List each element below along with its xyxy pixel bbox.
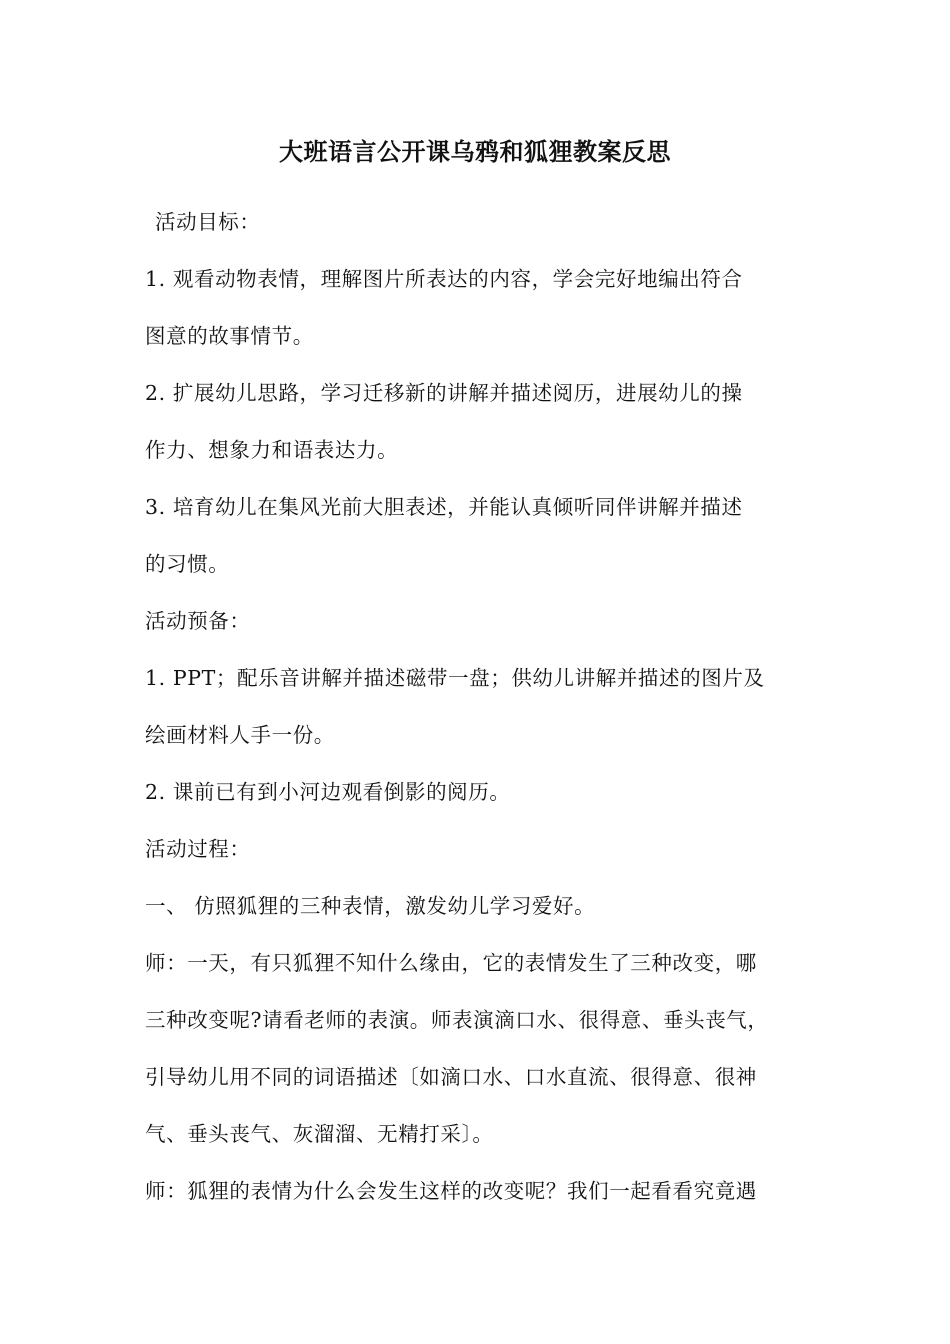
text-line: 2. 课前已有到小河边观看倒影的阅历。 <box>145 780 511 804</box>
section-heading-preparation: 活动预备： <box>145 609 251 633</box>
text-line: 师：一天，有只狐狸不知什么缘由，它的表情发生了三种改变，哪 <box>145 951 757 975</box>
text-line: 图意的故事情节。 <box>145 324 314 348</box>
text-line: 师：狐狸的表情为什么会发生这样的改变呢？我们一起看看究竟遇 <box>145 1179 757 1203</box>
text-line: 的习惯。 <box>145 552 230 576</box>
text-line: 1. 观看动物表情，理解图片所表达的内容，学会完好地编出符合 <box>145 267 743 291</box>
text-line: 绘画材料人手一份。 <box>145 723 335 747</box>
document-title: 大班语言公开课乌鸦和狐狸教案反思 <box>279 137 671 166</box>
text-line: 引导幼儿用不同的词语描述〔如滴口水、口水直流、很得意、很神 <box>145 1065 757 1089</box>
text-line: 作力、想象力和语表达力。 <box>145 438 399 462</box>
text-line: 三种改变呢?请看老师的表演。师表演滴口水、很得意、垂头丧气， <box>145 1008 769 1032</box>
text-line: 3. 培育幼儿在集风光前大胆表述，并能认真倾听同伴讲解并描述 <box>145 495 743 519</box>
section-heading-process: 活动过程： <box>145 837 251 861</box>
section-heading-goals: 活动目标： <box>155 210 261 234</box>
document-body <box>145 204 810 1230</box>
text-line: 气、垂头丧气、灰溜溜、无精打采〕。 <box>145 1122 494 1146</box>
text-line: 一、 仿照狐狸的三种表情，激发幼儿学习爱好。 <box>145 894 596 918</box>
text-line: 2. 扩展幼儿思路，学习迁移新的讲解并描述阅历，进展幼儿的操 <box>145 381 743 405</box>
text-line: 1. PPT；配乐音讲解并描述磁带一盘；供幼儿讲解并描述的图片及 <box>145 666 765 690</box>
